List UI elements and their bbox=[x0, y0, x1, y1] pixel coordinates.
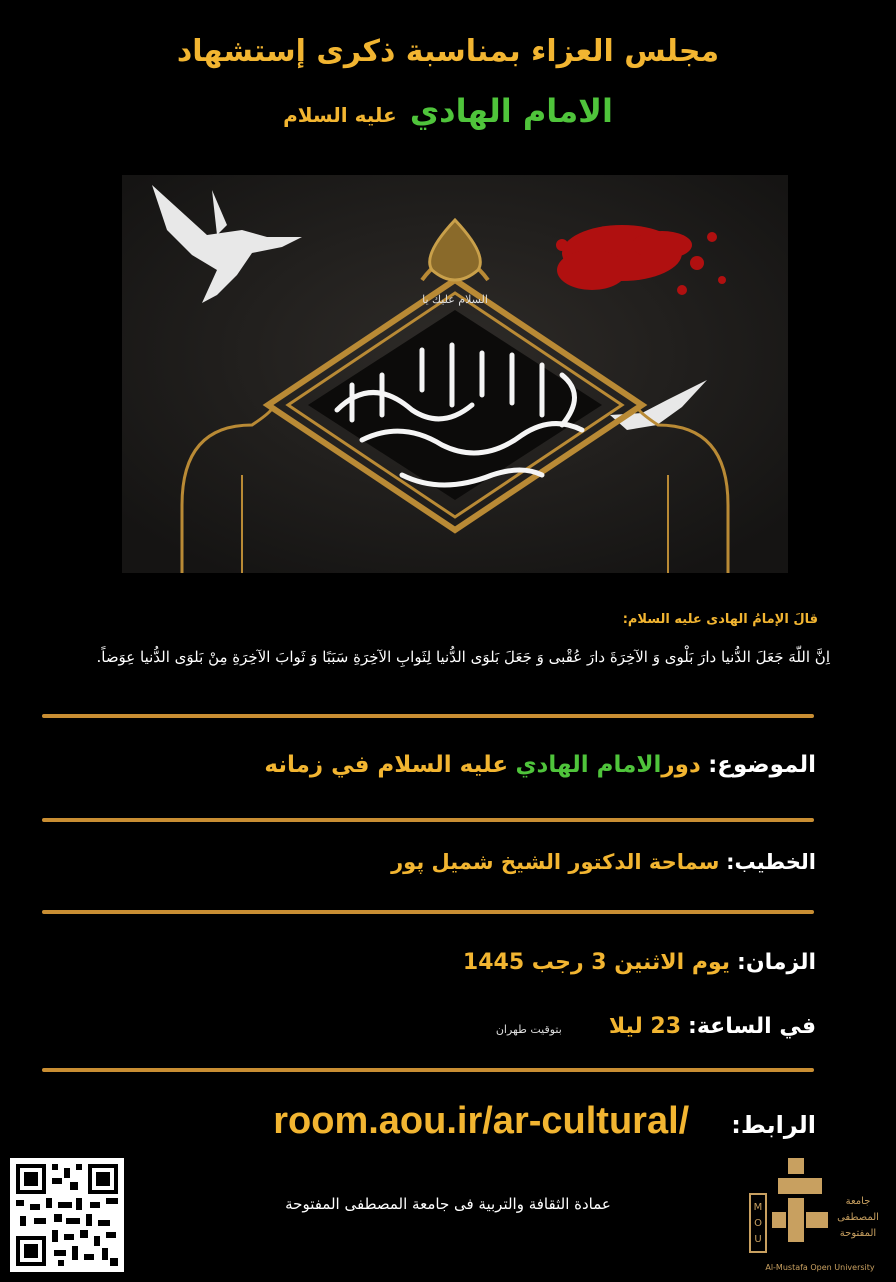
svg-text:M: M bbox=[753, 1202, 763, 1213]
divider bbox=[42, 1068, 814, 1072]
topic-imam: الامام الهادي bbox=[515, 752, 662, 778]
svg-text:المفتوحة: المفتوحة bbox=[839, 1228, 877, 1239]
topic-label: الموضوع: bbox=[708, 752, 816, 778]
time-value: 23 ليلا bbox=[608, 1014, 682, 1039]
footer-text: عمادة الثقافة والتربية فی جامعة المصطفی المفتوحة bbox=[285, 1195, 611, 1213]
divider bbox=[42, 714, 814, 718]
banner-caption: السلام عليك يا bbox=[422, 293, 488, 306]
date-row bbox=[463, 950, 816, 975]
quote-text: اِنَّ اللّهَ جَعَلَ الدُّنيا دارَ بَلْوى وَ الآخِرَةَ دارَ عُقْبى وَ جَعَلَ بَلوَى الدُّنيا لِثَوابِ الآخِرَةِ سَبَبًا وَ ثَوابَ الآخِرَةِ مِنْ بَلوَى الدُّنيا عِوَضاً. bbox=[96, 648, 830, 666]
svg-text:O: O bbox=[754, 1218, 762, 1229]
date-value: یوم الاثنین 3 رجب 1445 bbox=[462, 950, 731, 975]
speaker-label: الخطیب: bbox=[726, 850, 816, 874]
topic-row bbox=[264, 752, 816, 778]
link-row bbox=[273, 1098, 816, 1143]
banner-artwork bbox=[122, 175, 788, 573]
time-label: في الساعة: bbox=[688, 1014, 816, 1039]
svg-text:Al-Mustafa Open University: Al-Mustafa Open University bbox=[765, 1263, 875, 1272]
page-title: مجلس العزاء بمناسبة ذكرى إستشهاد bbox=[176, 34, 720, 69]
link-label: الرابط: bbox=[731, 1111, 816, 1139]
topic-part2: عليه السلام في زمانه bbox=[264, 752, 509, 778]
divider bbox=[42, 910, 814, 914]
date-label: الزمان: bbox=[737, 950, 816, 975]
room-link[interactable]: room.aou.ir/ar-cultural/ bbox=[273, 1100, 690, 1142]
banner-image bbox=[122, 175, 788, 573]
imam-name: الامام الهادي bbox=[409, 92, 613, 130]
speaker-row bbox=[391, 850, 816, 874]
speaker-name: سماحة الدكتور الشيخ شميل پور bbox=[391, 850, 720, 874]
qr-code-graphic bbox=[10, 1158, 124, 1272]
time-row bbox=[496, 1014, 816, 1039]
svg-text:المصطفى: المصطفى bbox=[837, 1212, 879, 1223]
svg-text:U: U bbox=[754, 1234, 762, 1245]
qr-code[interactable] bbox=[10, 1158, 124, 1272]
imam-salutation: عليه السلام bbox=[283, 103, 397, 127]
timezone-note: بتوقيت طهران bbox=[495, 1023, 562, 1036]
quote-heading: قالَ الإمامُ الهادی علیه السلام: bbox=[622, 612, 818, 627]
divider bbox=[42, 818, 814, 822]
topic-part1: دور bbox=[661, 752, 701, 778]
imam-title bbox=[0, 92, 896, 130]
svg-text:جامعة: جامعة bbox=[845, 1196, 871, 1207]
university-logo bbox=[748, 1152, 888, 1278]
university-logo-graphic bbox=[748, 1152, 888, 1278]
